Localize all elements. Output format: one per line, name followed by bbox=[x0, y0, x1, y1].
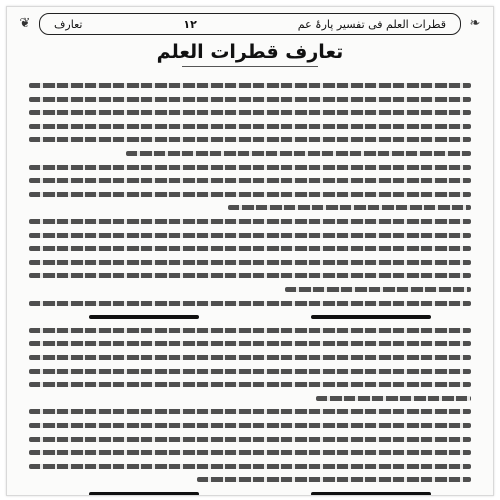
text-line bbox=[228, 205, 471, 210]
text-line bbox=[126, 151, 471, 156]
title-underline bbox=[182, 66, 318, 67]
text-line bbox=[285, 287, 471, 292]
text-line bbox=[29, 328, 471, 333]
text-line bbox=[29, 178, 471, 183]
text-line bbox=[29, 260, 471, 265]
text-line bbox=[29, 192, 471, 197]
text-line bbox=[197, 477, 471, 482]
page-title: تعارف قطرات العلم bbox=[156, 41, 344, 63]
text-line bbox=[29, 437, 471, 442]
header-banner bbox=[39, 13, 461, 35]
text-line bbox=[29, 233, 471, 238]
text-line bbox=[316, 396, 471, 401]
text-line bbox=[29, 409, 471, 414]
text-line bbox=[29, 355, 471, 360]
text-line bbox=[29, 382, 471, 387]
arabic-verse-mark bbox=[89, 492, 199, 496]
document-page bbox=[6, 6, 494, 496]
text-line bbox=[29, 137, 471, 142]
arabic-verse-mark bbox=[311, 492, 431, 496]
body-text bbox=[29, 73, 471, 485]
page-number: ۱۲ bbox=[183, 17, 197, 31]
text-line bbox=[29, 124, 471, 129]
text-line bbox=[29, 464, 471, 469]
arabic-verse-mark bbox=[311, 315, 431, 319]
text-line bbox=[29, 423, 471, 428]
ornament-icon-left: ❦ bbox=[19, 16, 31, 31]
arabic-verse-mark bbox=[89, 315, 199, 319]
text-line bbox=[29, 273, 471, 278]
text-line bbox=[29, 83, 471, 88]
text-line bbox=[29, 110, 471, 115]
text-line bbox=[29, 450, 471, 455]
text-line bbox=[29, 341, 471, 346]
book-title: قطرات العلم فی تفسیر پارۂ عم bbox=[297, 17, 446, 31]
text-line bbox=[29, 369, 471, 374]
page-header bbox=[17, 13, 483, 35]
text-line bbox=[29, 97, 471, 102]
text-line bbox=[29, 165, 471, 170]
text-line bbox=[29, 301, 471, 306]
ornament-icon-right: ❧ bbox=[469, 16, 481, 31]
text-line bbox=[29, 246, 471, 251]
text-line bbox=[29, 219, 471, 224]
section-name: تعارف bbox=[54, 17, 83, 31]
